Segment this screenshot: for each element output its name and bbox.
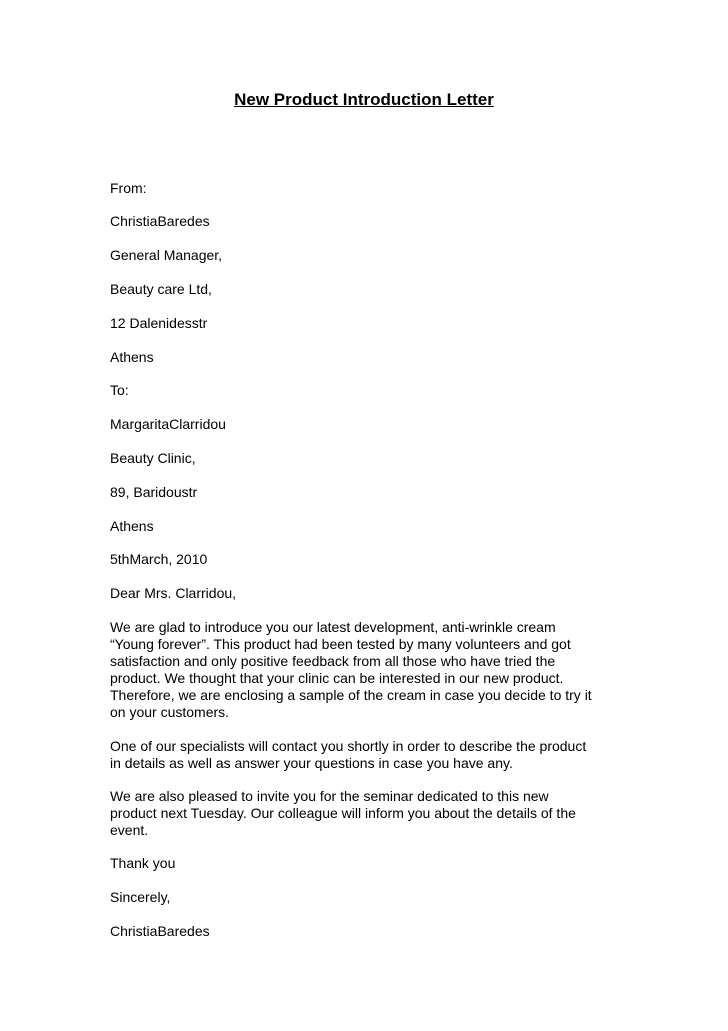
paragraph1-line: satisfaction and only positive feedback from all those who have tried the bbox=[110, 653, 556, 669]
closing-sign-off: Sincerely, bbox=[110, 889, 171, 905]
paragraph1-line: “Young forever”. This product had been tested by many volunteers and got bbox=[110, 636, 571, 652]
sender-street: 12 Dalenidesstr bbox=[110, 315, 208, 331]
letter-title: New Product Introduction Letter bbox=[234, 90, 494, 109]
sender-name: ChristiaBaredes bbox=[110, 213, 210, 229]
closing-thanks: Thank you bbox=[110, 855, 176, 871]
sender-company: Beauty care Ltd, bbox=[110, 281, 212, 297]
sender-city: Athens bbox=[110, 349, 154, 365]
recipient-city: Athens bbox=[110, 518, 154, 534]
paragraph1-line: on your customers. bbox=[110, 704, 230, 720]
recipient-company: Beauty Clinic, bbox=[110, 450, 196, 466]
paragraph1-line: product. We thought that your clinic can be interested in our new product. bbox=[110, 670, 564, 686]
salutation: Dear Mrs. Clarridou, bbox=[110, 585, 237, 601]
paragraph1-line: Therefore, we are enclosing a sample of the cream in case you decide to try it bbox=[110, 687, 592, 703]
paragraph2-line: in details as well as answer your questions in case you have any. bbox=[110, 755, 513, 771]
letter-date: 5thMarch, 2010 bbox=[110, 551, 208, 567]
closing-signature: ChristiaBaredes bbox=[110, 923, 210, 939]
recipient-name: MargaritaClarridou bbox=[110, 416, 226, 432]
sender-position: General Manager, bbox=[110, 247, 223, 263]
recipient-street: 89, Baridoustr bbox=[110, 484, 198, 500]
paragraph3-line: event. bbox=[110, 822, 149, 838]
paragraph2-line: One of our specialists will contact you shortly in order to describe the product bbox=[110, 738, 587, 754]
from-label: From: bbox=[110, 180, 147, 196]
paragraph3-line: product next Tuesday. Our colleague will inform you about the details of the bbox=[110, 805, 576, 821]
paragraph3-line: We are also pleased to invite you for the seminar dedicated to this new bbox=[110, 788, 549, 804]
to-label: To: bbox=[110, 382, 129, 398]
paragraph1-line: We are glad to introduce you our latest development, anti-wrinkle cream bbox=[110, 619, 556, 635]
